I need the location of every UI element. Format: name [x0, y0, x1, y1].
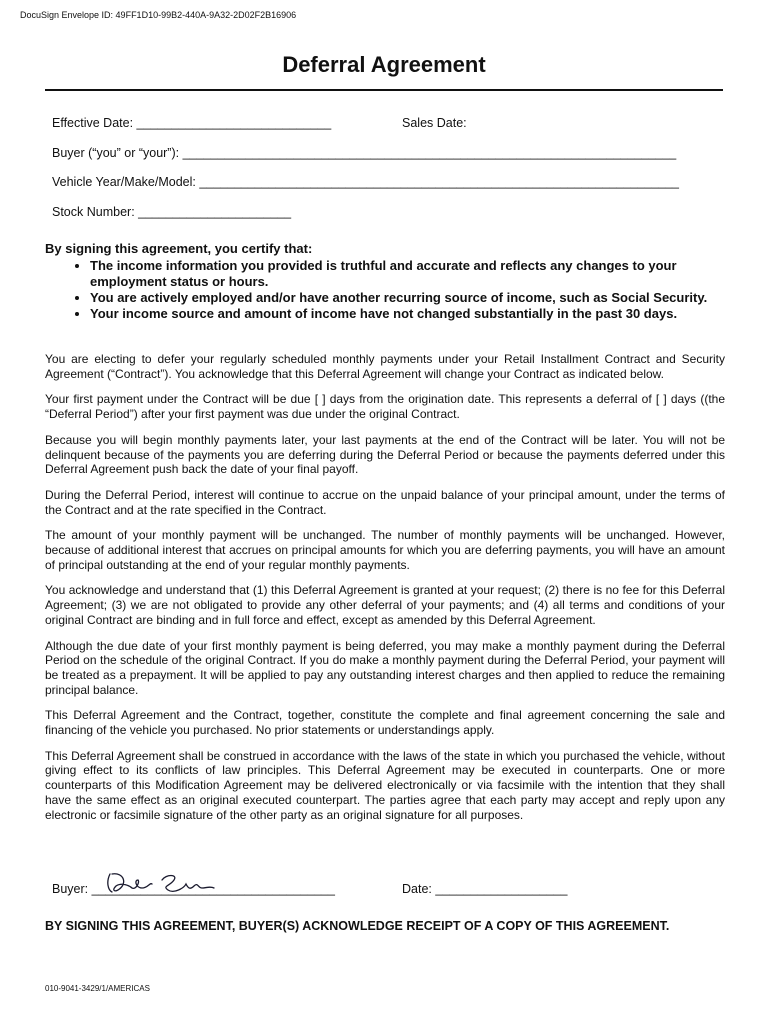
- vehicle-field: Vehicle Year/Make/Model: _____________________________________________________________________: [52, 175, 679, 189]
- stock-number-field: Stock Number: ______________________: [52, 205, 292, 219]
- paragraph: This Deferral Agreement and the Contract, together, constitute the complete and final agreement concerning the sale and financing of the vehicle you purchased. No prior statements or understandings apply.: [45, 708, 725, 738]
- paragraph: This Deferral Agreement shall be construed in accordance with the laws of the state in which you purchased the vehicle, without giving effect to its conflicts of law principles. This Deferral Agreement may be executed in counterparts. One or more counterparts of this Modification Agreement may be delivered electronically or via facsimile with the intention that they shall have the same effect as an original executed counterpart. The parties agree that each party may accept and reply upon any electronic or facsimile signature of the other party as an original signature for all purposes.: [45, 748, 725, 822]
- certification-item: • The income information you provided is truthful and accurate and reflects any changes to your employment status or hours.: [90, 258, 725, 290]
- signature-date-line: ___________________: [435, 882, 568, 896]
- paragraph: Although the due date of your first monthly payment is being deferred, you may make a monthly payment during the Deferral Period on the schedule of the original Contract. If you do make a monthly payment during the Deferral Period, your payment will be treated as a prepayment. It will be applied to pay any outstanding interest charges and then applied to reduce the remaining principal balance.: [45, 638, 725, 697]
- buyer-signature-label: Buyer:: [52, 882, 89, 896]
- paragraph: You are electing to defer your regularly scheduled monthly payments under your Retail Installment Contract and Security Agreement (“Contract”). You acknowledge that this Deferral Agreement will change your Contract as indicated below.: [45, 352, 725, 381]
- signature-date-label: Date:: [402, 882, 432, 896]
- certification-item: • You are actively employed and/or have another recurring source of income, such as Social Security.: [90, 290, 725, 306]
- effective-date-field: Effective Date: ____________________________: [52, 116, 332, 130]
- certification-list: [45, 258, 725, 322]
- certification-item: • Your income source and amount of income have not changed substantially in the past 30 days.: [90, 306, 725, 322]
- acknowledgement-statement: BY SIGNING THIS AGREEMENT, BUYER(S) ACKNOWLEDGE RECEIPT OF A COPY OF THIS AGREEMENT.: [45, 919, 670, 933]
- sales-date-field: Sales Date:: [402, 116, 467, 130]
- paragraph: Your first payment under the Contract will be due [ ] days from the origination date. This represents a deferral of [ ] days ((the “Deferral Period”) after your first payment was due under the original Contract.: [45, 392, 725, 422]
- certification-heading: By signing this agreement, you certify that:: [45, 241, 313, 256]
- page-title: Deferral Agreement: [282, 52, 486, 77]
- buyer-signature-line: ___________________________________: [92, 882, 335, 896]
- agreement-body: [45, 352, 725, 833]
- paragraph: Because you will begin monthly payments later, your last payments at the end of the Contract will be later. You will not be delinquent because of the payments you are deferring during the Deferral Period or because the payments deferred under this Deferral Agreement push back the date of your final payoff.: [45, 432, 725, 477]
- paragraph: The amount of your monthly payment will be unchanged. The number of monthly payments will be unchanged. However, because of additional interest that accrues on principal amounts for which you are deferring payments, you will have an amount of principal outstanding at the end of your regular monthly payments.: [45, 528, 725, 572]
- form-code: 010-9041-3429/1/AMERICAS: [45, 984, 150, 993]
- buyer-name-field: Buyer (“you” or “your”): _______________________________________________________________________: [52, 146, 677, 160]
- paragraph: You acknowledge and understand that (1) this Deferral Agreement is granted at your request; (2) there is no fee for this Deferral Agreement; (3) we are not obligated to provide any other deferral of your payments; and (4) all terms and conditions of your original Contract are binding and in full force and effect, except as amended by this Deferral Agreement.: [45, 583, 725, 627]
- handwritten-signature-icon: [102, 868, 222, 898]
- title-divider: [45, 89, 723, 91]
- certification-section: [45, 241, 725, 322]
- buyer-signature-row: [52, 882, 335, 896]
- docusign-envelope-id: DocuSign Envelope ID: 49FF1D10-99B2-440A-9A32-2D02F2B16906: [20, 10, 297, 20]
- signature-date-row: [402, 882, 567, 896]
- paragraph: During the Deferral Period, interest will continue to accrue on the unpaid balance of your principal amount, under the terms of the Contract and at the rate specified in the Contract.: [45, 487, 725, 517]
